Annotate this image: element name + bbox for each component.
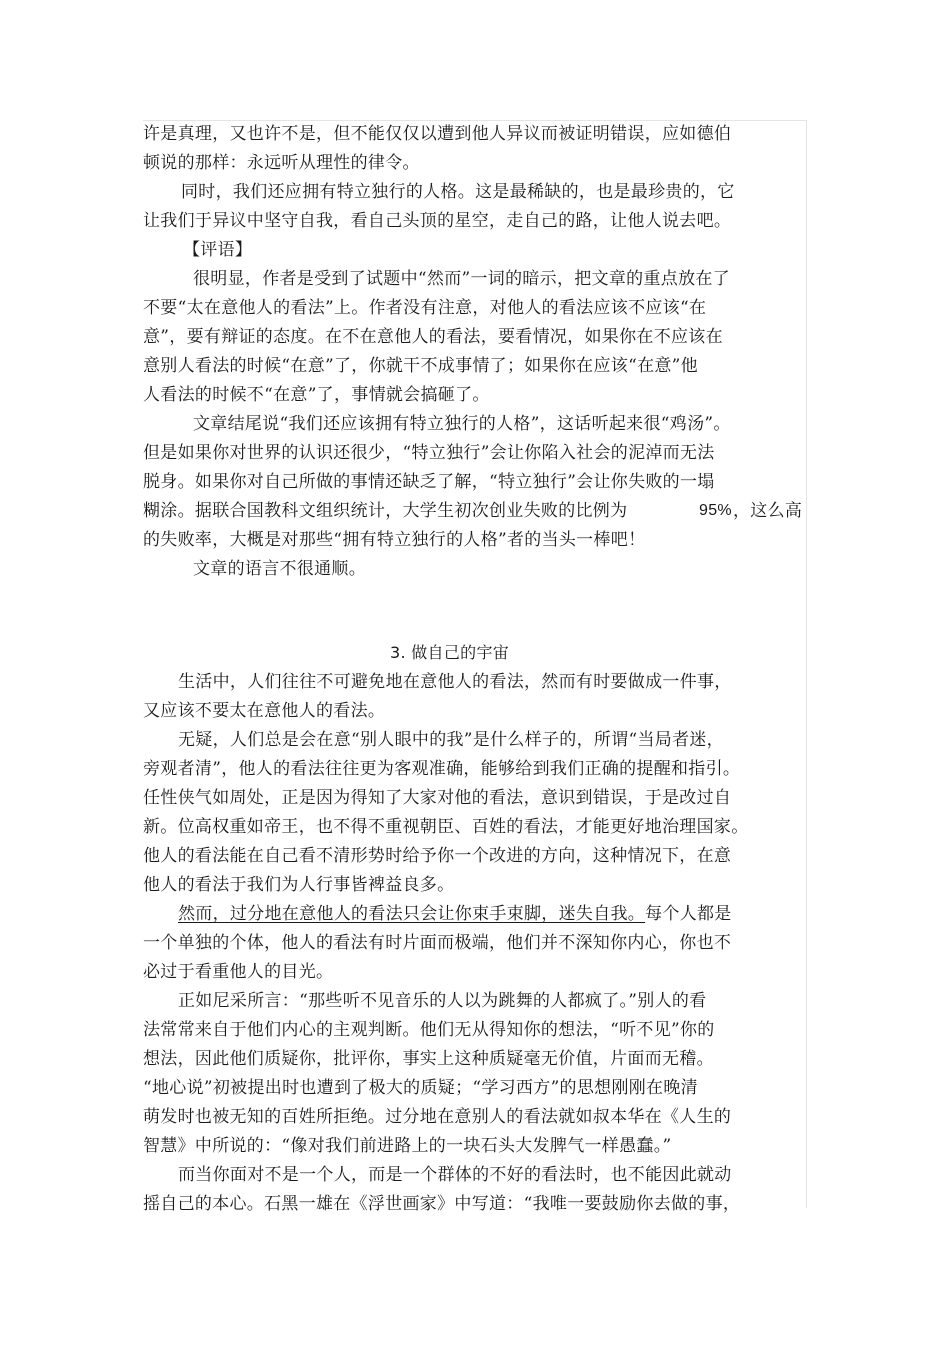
page-border-right	[806, 120, 807, 1208]
text-line: 人看法的时候不“在意”了，事情就会搞砸了。	[143, 385, 490, 405]
text-line: 他人的看法能在自己看不清形势时给予你一个改进的方向，这种情况下，在意	[143, 846, 732, 866]
text-line: 摇自己的本心。石黑一雄在《浮世画家》中写道：“我唯一要鼓励你去做的事，	[143, 1194, 741, 1214]
text-line: 不要“太在意他人的看法”上。作者没有注意，对他人的看法应该不应该“在	[143, 298, 707, 318]
text-line: 但是如果你对世界的认识还很少，“特立独行”会让你陷入社会的泥淖而无法	[143, 443, 715, 463]
text-line: “地心说”初被提出时也遭到了极大的质疑；“学习西方”的思想刚刚在晚清	[143, 1078, 698, 1098]
text-line: 许是真理，又也许不是，但不能仅仅以遭到他人异议而被证明错误，应如德伯	[143, 124, 732, 144]
review-heading: 【评语】	[183, 240, 253, 260]
text-line: 新。位高权重如帝王，也不得不重视朝臣、百姓的看法，才能更好地治理国家。	[143, 817, 749, 837]
text-line: 而当你面对不是一个人，而是一个群体的不好的看法时，也不能因此就动	[178, 1165, 732, 1185]
text-line: 法常常来自于他们内心的主观判断。他们无从得知你的想法，“听不见”你的	[143, 1020, 715, 1040]
text-line: 一个单独的个体，他人的看法有时片面而极端，他们并不深知你内心，你也不	[143, 933, 732, 953]
text-line: 生活中，人们往往不可避免地在意他人的看法，然而有时要做成一件事，	[178, 672, 732, 692]
text-line: ，这么高	[733, 501, 803, 521]
text-line: 萌发时也被无知的百姓所拒绝。过分地在意别人的看法就如叔本华在《人生的	[143, 1107, 732, 1127]
text-line: 很明显，作者是受到了试题中“然而”一词的暗示，把文章的重点放在了	[193, 269, 730, 289]
text-line: 文章结尾说“我们还应该拥有特立独行的人格”，这话听起来很“鸡汤”。	[193, 414, 731, 434]
text-line: 意”，要有辩证的态度。在不在意他人的看法，要看情况，如果你在不应该在	[143, 327, 723, 347]
text-line: 顿说的那样：永远听从理性的律令。	[143, 153, 420, 173]
text-line: 又应该不要太在意他人的看法。	[143, 701, 386, 721]
text-line: 的失败率，大概是对那些“拥有特立独行的人格”者的当头一棒吧！	[143, 530, 646, 550]
text-line: 旁观者清”，他人的看法往往更为客观准确，能够给到我们正确的提醒和指引。	[143, 759, 741, 779]
text-line: 脱身。如果你对自己所做的事情还缺乏了解，“特立独行”会让你失败的一塌	[143, 472, 715, 492]
text-line: 智慧》中所说的：“像对我们前进路上的一块石头大发脾气一样愚蠢。”	[143, 1136, 672, 1156]
text-line: 想法，因此他们质疑你，批评你，事实上这种质疑毫无价值，片面而无稽。	[143, 1049, 714, 1069]
text-line: 他人的看法于我们为人行事皆裨益良多。	[143, 875, 455, 895]
text-line: 无疑，人们总是会在意“别人眼中的我”是什么样子的，所谓“当局者迷，	[178, 730, 724, 750]
text-line	[178, 903, 732, 925]
text-line: 文章的语言不很通顺。	[193, 559, 366, 579]
text-line: 必过于看重他人的目光。	[143, 962, 334, 982]
text-line: 正如尼采所言：“那些听不见音乐的人以为跳舞的人都疯了。”别人的看	[178, 991, 707, 1011]
text-line: 糊涂。据联合国教科文组织统计，大学生初次创业失败的比例为	[143, 501, 628, 521]
failure-rate-value: 95%	[699, 502, 732, 519]
page-border-top	[143, 120, 807, 121]
text-span: 每个人都是	[645, 904, 732, 924]
text-line: 让我们于异议中坚守自我，看自己头顶的星空，走自己的路，让他人说去吧。	[143, 211, 732, 231]
text-line: 意别人看法的时候“在意”了，你就干不成事情了；如果你在应该“在意”他	[143, 356, 698, 376]
underlined-sentence: 然而，过分地在意他人的看法只会让你束手束脚，迷失自我。	[178, 904, 646, 924]
text-line: 任性侠气如周处，正是因为得知了大家对他的看法，意识到错误，于是改过自	[143, 788, 732, 808]
text-line: 同时，我们还应拥有特立独行的人格。这是最稀缺的，也是最珍贵的，它	[181, 182, 735, 202]
essay-title: 3. 做自己的宇宙	[390, 643, 510, 662]
